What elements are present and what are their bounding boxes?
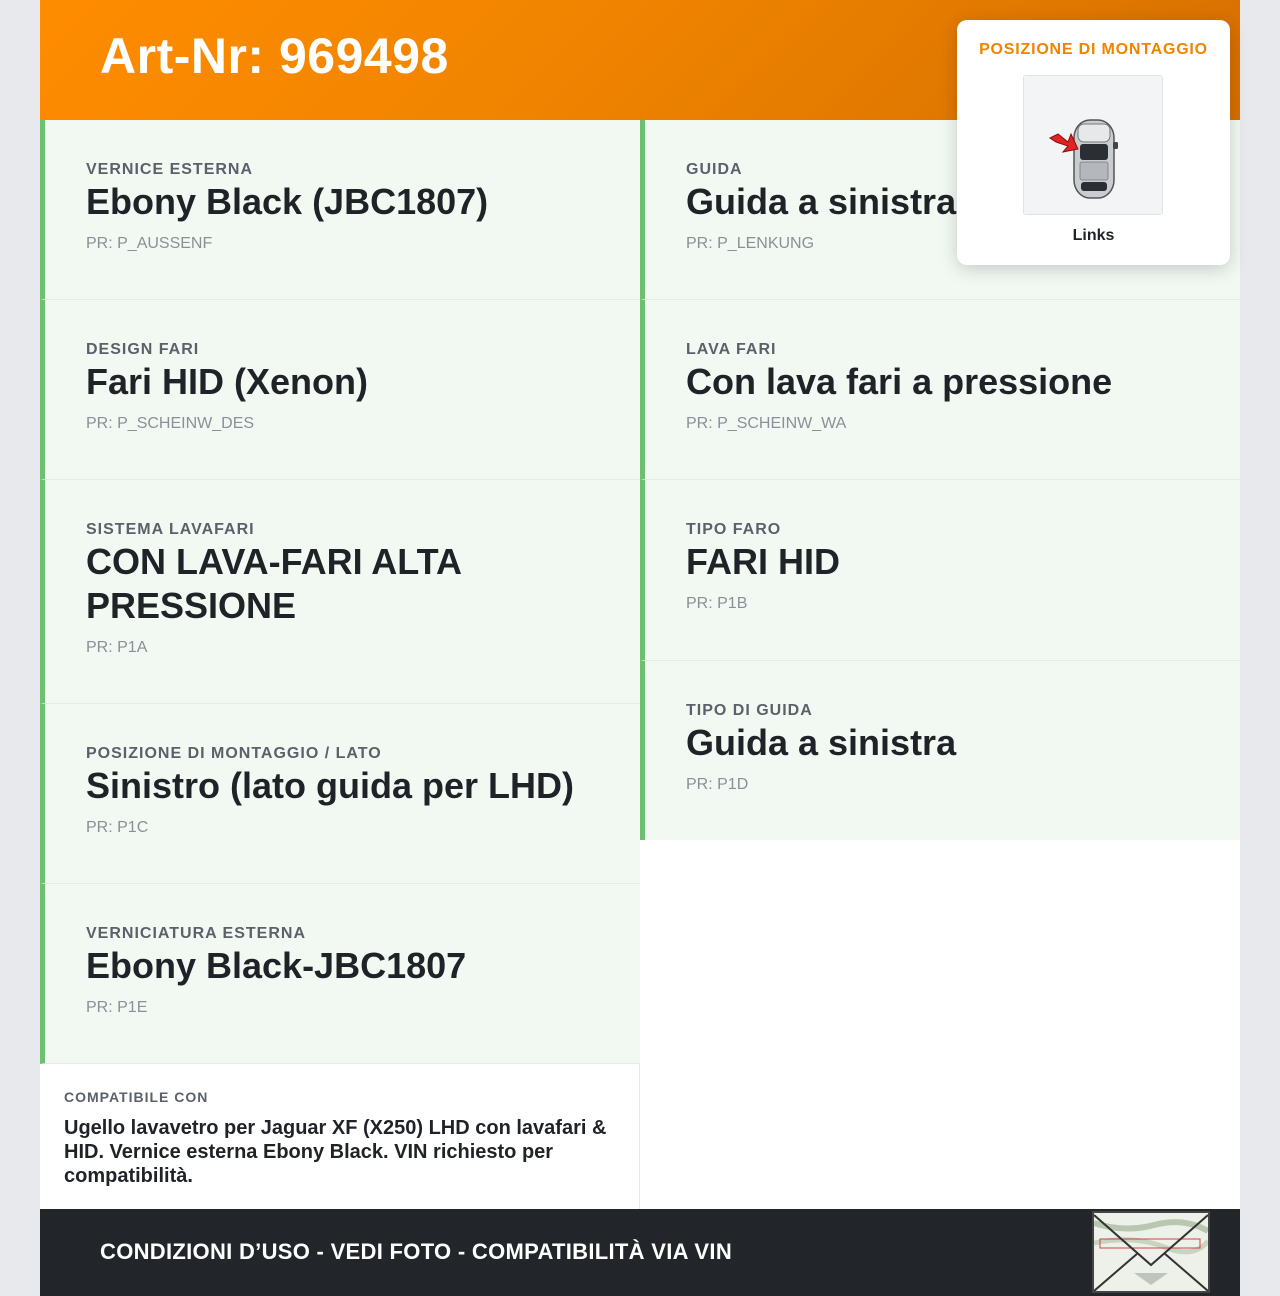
mounting-position-card bbox=[957, 20, 1230, 265]
attribute-label: POSIZIONE DI MONTAGGIO / LATO bbox=[86, 745, 382, 762]
attribute-value: Guida a sinistra bbox=[686, 722, 957, 763]
attribute-pr-code: PR: P1B bbox=[686, 595, 748, 612]
attribute-value: Guida a sinistra bbox=[686, 181, 957, 222]
attribute-cell-exterior-paint bbox=[40, 120, 640, 300]
attribute-value: Con lava fari a pressione bbox=[686, 361, 1113, 402]
attribute-label: VERNICE ESTERNA bbox=[86, 161, 254, 178]
attribute-cell-mounting-side bbox=[40, 704, 640, 884]
car-top-view-icon bbox=[1024, 76, 1162, 214]
attribute-pr-code: PR: P1E bbox=[86, 999, 148, 1016]
attribute-value: Fari HID (Xenon) bbox=[86, 361, 369, 402]
attribute-label: LAVA FARI bbox=[686, 341, 777, 358]
attribute-cell-exterior-painting bbox=[40, 884, 640, 1064]
attribute-label: GUIDA bbox=[686, 161, 743, 178]
envelope-icon bbox=[1094, 1213, 1208, 1291]
attribute-cell-headlight-design bbox=[40, 300, 640, 480]
attribute-pr-code: PR: P_LENKUNG bbox=[686, 235, 815, 252]
attribute-label: TIPO FARO bbox=[686, 521, 782, 538]
footer-bar bbox=[40, 1209, 1240, 1296]
compatibility-box bbox=[40, 1064, 640, 1209]
attribute-cell-headlight-washer bbox=[640, 300, 1240, 480]
attribute-label: DESIGN FARI bbox=[86, 341, 200, 358]
left-column bbox=[40, 120, 640, 1064]
attribute-cell-drive-type bbox=[640, 661, 1240, 840]
attribute-pr-code: PR: P1A bbox=[86, 639, 148, 656]
attribute-label: TIPO DI GUIDA bbox=[686, 702, 813, 719]
attribute-pr-code: PR: P_AUSSENF bbox=[86, 235, 213, 252]
attribute-value: Ebony Black (JBC1807) bbox=[86, 181, 489, 222]
envelope-stamp-image bbox=[1092, 1211, 1210, 1293]
attribute-value: FARI HID bbox=[686, 541, 841, 582]
product-sheet bbox=[40, 0, 1240, 1296]
mounting-position-caption: Links bbox=[1072, 227, 1115, 244]
attribute-label: VERNICIATURA ESTERNA bbox=[86, 925, 307, 942]
footer-text: CONDIZIONI D’USO - VEDI FOTO - COMPATIBILITÀ VIA VIN bbox=[100, 1239, 733, 1264]
attribute-value: CON LAVA-FARI ALTA PRESSIONE bbox=[86, 541, 461, 626]
compatibility-text: Ugello lavavetro per Jaguar XF (X250) LHD con lavafari & HID. Vernice esterna Ebony Black. VIN richiesto per compatibilità. bbox=[64, 1117, 607, 1187]
attribute-pr-code: PR: P_SCHEINW_DES bbox=[86, 415, 255, 432]
attribute-value: Ebony Black-JBC1807 bbox=[86, 945, 467, 986]
mounting-position-title: POSIZIONE DI MONTAGGIO bbox=[979, 41, 1208, 58]
attribute-cell-headlight-type bbox=[640, 480, 1240, 661]
compatibility-label: COMPATIBILE CON bbox=[64, 1089, 209, 1105]
attribute-pr-code: PR: P1C bbox=[86, 819, 149, 836]
attribute-pr-code: PR: P1D bbox=[686, 776, 749, 793]
attribute-label: SISTEMA LAVAFARI bbox=[86, 521, 255, 538]
car-top-view-image bbox=[1023, 75, 1163, 215]
attribute-cell-washer-system bbox=[40, 480, 640, 704]
article-number: Art-Nr: 969498 bbox=[100, 28, 449, 84]
attribute-pr-code: PR: P_SCHEINW_WA bbox=[686, 415, 847, 432]
attribute-value: Sinistro (lato guida per LHD) bbox=[86, 765, 575, 806]
